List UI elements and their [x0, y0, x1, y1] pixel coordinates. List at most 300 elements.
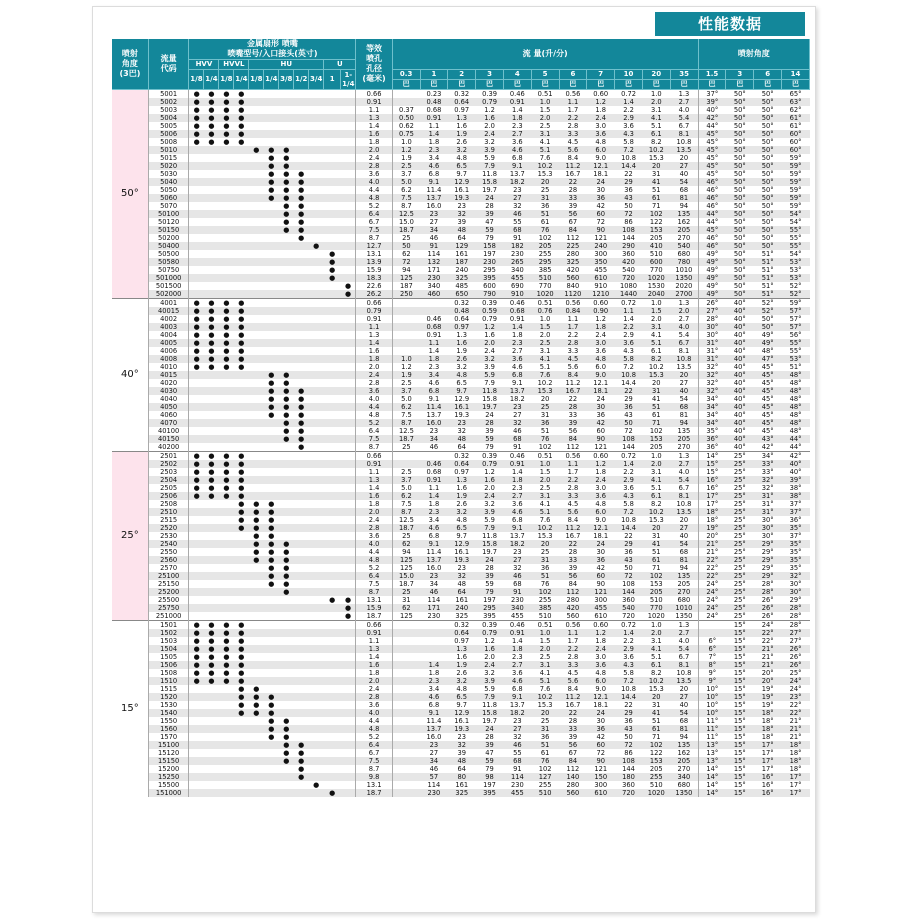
flow-value: 270 [677, 765, 691, 773]
flow-value: 6.2 [392, 403, 420, 411]
flow-value: 360 [622, 596, 635, 604]
flow-value: 46 [503, 210, 531, 218]
availability-empty [249, 387, 264, 395]
flow-value: 62 [392, 604, 420, 612]
availability-empty [219, 596, 234, 604]
nozzle-size-0: 1/8 [189, 70, 204, 90]
availability-dot: ● [283, 717, 290, 725]
availability-empty [249, 218, 264, 226]
availability-empty [249, 355, 264, 363]
availability-empty [309, 661, 324, 669]
flow-value: 5.8 [623, 138, 634, 146]
orifice-diameter: 26.2 [356, 290, 392, 299]
flow-value: 197 [483, 250, 496, 258]
availability-empty [234, 146, 249, 154]
availability-empty [309, 347, 324, 355]
orifice-diameter: 4.0 [356, 178, 392, 186]
availability-dot: ● [219, 492, 234, 500]
flow-value: 46 [503, 741, 531, 749]
flow-value: 9.1 [512, 379, 523, 387]
spray-pressure-1: 3 [726, 70, 754, 80]
flow-value: 81 [670, 194, 698, 202]
availability-empty [219, 781, 234, 789]
availability-empty [234, 371, 249, 379]
flow-value: 32 [513, 202, 522, 210]
flow-value: 270 [677, 234, 691, 242]
flow-value: 20 [531, 540, 559, 548]
availability-empty [204, 580, 219, 588]
availability-empty [204, 210, 219, 218]
flow-value: 3.6 [587, 661, 615, 669]
availability-dot: ● [249, 540, 264, 548]
flow-value: 1.4 [512, 106, 523, 114]
availability-dot: ● [298, 765, 305, 773]
flow-value: 2.7 [670, 460, 698, 468]
spray-angle-value: 50° [761, 106, 774, 114]
availability-empty [324, 371, 341, 379]
availability-empty [341, 653, 356, 661]
flow-value: 230 [420, 274, 448, 282]
flow-value [392, 781, 420, 789]
flow-value: 90 [587, 757, 615, 765]
spray-angle-value: 56° [789, 331, 802, 339]
availability-dot: ● [298, 411, 305, 419]
availability-empty [204, 443, 219, 452]
availability-empty [341, 347, 356, 355]
flow-value: 18.7 [392, 226, 420, 234]
availability-dot: ● [204, 339, 219, 347]
table-row [112, 162, 810, 170]
spray-angle-value: 50° [754, 226, 782, 234]
spray-angle-value: 15° [733, 717, 746, 725]
availability-empty [341, 363, 356, 371]
availability-empty [341, 234, 356, 242]
flow-code: 5002 [148, 98, 189, 106]
spray-angle-value: 40° [789, 468, 802, 476]
flow-value: 0.32 [448, 299, 476, 308]
orifice-diameter: 7.5 [356, 580, 392, 588]
availability-empty [324, 387, 341, 395]
flow-value: 2.0 [642, 460, 670, 468]
availability-empty [264, 274, 279, 282]
flow-value: 31 [652, 701, 661, 709]
flow-code: 4003 [148, 323, 189, 331]
flow-value: 2.6 [448, 355, 476, 363]
availability-empty [324, 701, 341, 709]
availability-empty [219, 685, 234, 693]
availability-empty [309, 138, 324, 146]
flow-value: 30 [596, 548, 605, 556]
flow-value: 51 [642, 403, 670, 411]
flow-value: 76 [531, 226, 559, 234]
availability-empty [279, 701, 294, 709]
flow-value: 32 [503, 419, 531, 427]
flow-value: 71 [652, 202, 661, 210]
availability-empty [204, 379, 219, 387]
availability-dot: ● [268, 500, 275, 508]
flow-value: 39 [476, 210, 504, 218]
code-header-line-2: 代码 [160, 64, 177, 73]
flow-value: 1.7 [567, 468, 579, 476]
flow-value: 1350 [670, 274, 698, 282]
spray-angle-value: 60° [789, 138, 802, 146]
availability-dot: ● [208, 106, 215, 114]
availability-empty [324, 621, 341, 630]
flow-value: 7.2 [615, 677, 643, 685]
availability-dot: ● [264, 403, 279, 411]
flow-code: 1505 [148, 653, 189, 661]
flow-value: 6.7 [670, 339, 698, 347]
orifice-diameter: 5.2 [356, 202, 392, 210]
flow-code: 50580 [148, 258, 189, 266]
code-header [148, 39, 189, 90]
flow-value: 43 [624, 411, 633, 419]
flow-value: 3.1 [650, 468, 662, 476]
flow-value: 55 [513, 218, 522, 226]
availability-empty [204, 258, 219, 266]
flow-value: 1.8 [420, 355, 448, 363]
availability-empty [219, 274, 234, 282]
spray-angle-value [698, 629, 726, 637]
flow-value: 20 [642, 693, 670, 701]
spray-angle-value: 50° [754, 146, 782, 154]
spray-angle-value: 34° [698, 419, 726, 427]
flow-code: 25500 [148, 596, 189, 604]
availability-empty [189, 403, 204, 411]
availability-empty [309, 612, 324, 621]
flow-value: 1.2 [484, 468, 495, 476]
spray-angle-value: 59° [789, 186, 802, 194]
flow-value: 125 [392, 274, 420, 282]
flow-value: 135 [670, 210, 698, 218]
availability-empty [309, 685, 324, 693]
spray-angle-value: 29° [789, 596, 802, 604]
flow-value: 3.6 [512, 669, 523, 677]
table-row [112, 645, 810, 653]
orifice-diameter: 0.91 [356, 460, 392, 468]
spray-angle-value: 25° [726, 524, 754, 532]
flow-value: 1.0 [531, 98, 559, 106]
flow-value: 18.2 [503, 709, 531, 717]
flow-value: 6.0 [587, 508, 615, 516]
flow-code: 50500 [148, 250, 189, 258]
flow-value: 205 [670, 435, 698, 443]
availability-empty [324, 717, 341, 725]
flow-value: 295 [476, 604, 504, 612]
flow-code: 1502 [148, 629, 189, 637]
flow-value: 1.1 [559, 98, 587, 106]
spray-angle-value: 50° [761, 138, 774, 146]
flow-value: 1.0 [531, 629, 559, 637]
flow-value: 280 [566, 596, 580, 604]
spray-angle-value: 16° [754, 773, 782, 781]
spray-angle-value: 42° [761, 443, 774, 451]
spray-angle-value: 17° [782, 773, 810, 781]
availability-empty [204, 170, 219, 178]
availability-empty [219, 789, 234, 797]
flow-value [392, 299, 420, 308]
flow-value: 2.0 [531, 114, 559, 122]
spray-angle-value: 17° [761, 749, 774, 757]
availability-empty [294, 162, 309, 170]
flow-value: 0.60 [587, 452, 615, 461]
availability-empty [204, 162, 219, 170]
table-row [112, 669, 810, 677]
availability-empty [249, 749, 264, 757]
availability-empty [204, 596, 219, 604]
flow-value: 3.2 [448, 508, 476, 516]
availability-empty [234, 588, 249, 596]
flow-code: 4060 [148, 411, 189, 419]
spray-angle-value: 25° [726, 588, 754, 596]
flow-value: 68 [670, 403, 698, 411]
spray-angle-value: 11° [698, 725, 726, 733]
availability-empty [249, 234, 264, 242]
availability-empty [219, 371, 234, 379]
flow-value: 72 [615, 210, 643, 218]
flow-value: 240 [448, 604, 476, 612]
flow-value: 41 [652, 395, 661, 403]
availability-empty [294, 604, 309, 612]
flow-value: 1.7 [559, 323, 587, 331]
availability-dot: ● [279, 162, 294, 170]
availability-dot: ● [313, 781, 320, 789]
availability-empty [309, 516, 324, 524]
availability-empty [264, 218, 279, 226]
availability-empty [249, 452, 264, 461]
table-row [112, 701, 810, 709]
flow-value: 4.8 [448, 371, 476, 379]
flow-code: 1504 [148, 645, 189, 653]
availability-dot: ● [189, 98, 204, 106]
flow-value: 13.7 [426, 411, 442, 419]
spray-angle-value: 45° [754, 371, 782, 379]
availability-empty [249, 178, 264, 186]
flow-value: 2.2 [623, 468, 634, 476]
table-row [112, 250, 810, 258]
availability-empty [189, 717, 204, 725]
availability-dot: ● [249, 556, 264, 564]
flow-value: 2.3 [512, 122, 523, 130]
availability-empty [279, 90, 294, 99]
availability-empty [341, 130, 356, 138]
flow-value: 1010 [670, 604, 698, 612]
availability-empty [324, 653, 341, 661]
spray-angle-value: 25° [733, 484, 746, 492]
flow-value: 205 [670, 226, 698, 234]
orifice-diameter: 0.66 [356, 299, 392, 308]
flow-value: 3.0 [595, 122, 607, 130]
availability-empty [294, 122, 309, 130]
flow-value [392, 460, 420, 468]
flow-code: 40150 [148, 435, 189, 443]
availability-empty [309, 178, 324, 186]
availability-empty [279, 516, 294, 524]
flow-value: 300 [594, 781, 608, 789]
flow-value: 0.51 [531, 299, 559, 308]
spray-angle-value: 37° [698, 90, 726, 99]
flow-value: 51 [540, 427, 550, 435]
availability-dot: ● [208, 347, 215, 355]
flow-value: 91 [513, 443, 522, 451]
availability-empty [189, 162, 204, 170]
flow-value: 121 [594, 443, 608, 451]
availability-empty [249, 90, 264, 99]
availability-dot: ● [268, 564, 275, 572]
orifice-diameter: 2.4 [356, 371, 392, 379]
availability-empty [249, 725, 264, 733]
table-row [112, 693, 810, 701]
availability-empty [279, 468, 294, 476]
flow-value: 610 [587, 789, 615, 797]
spray-angle-value: 29° [754, 572, 782, 580]
flow-value: 1.1 [559, 629, 587, 637]
flow-code: 5001 [148, 90, 189, 99]
table-row [112, 564, 810, 572]
availability-dot: ● [223, 106, 230, 114]
flow-value [420, 621, 448, 630]
availability-empty [264, 749, 279, 757]
spray-angle-value: 29° [761, 564, 774, 572]
flow-value: 24 [587, 540, 615, 548]
availability-empty [249, 170, 264, 178]
availability-empty [279, 299, 294, 308]
availability-empty [264, 452, 279, 461]
spray-angle-value: 21° [698, 548, 726, 556]
availability-empty [204, 218, 219, 226]
flow-value: 18.2 [503, 178, 531, 186]
availability-empty [249, 476, 264, 484]
orifice-diameter: 2.0 [356, 677, 392, 685]
availability-empty [341, 411, 356, 419]
availability-dot: ● [294, 210, 309, 218]
flow-value: 15.3 [648, 154, 664, 162]
availability-dot: ● [264, 572, 279, 580]
spray-angle-value: 26° [698, 299, 726, 308]
flow-value: 1350 [670, 789, 698, 797]
flow-value: 0.76 [531, 307, 559, 315]
orifice-diameter: 1.8 [356, 355, 392, 363]
flow-value: 13.7 [503, 387, 531, 395]
availability-empty [234, 162, 249, 170]
availability-empty [264, 290, 279, 299]
flow-value: 385 [538, 266, 552, 274]
flow-value: 12.9 [448, 709, 476, 717]
flow-value: 0.91 [509, 315, 525, 323]
flow-value: 72 [596, 218, 605, 226]
spray-angle-value: 37° [782, 508, 810, 516]
flow-value: 420 [566, 266, 580, 274]
availability-empty [249, 773, 264, 781]
spray-angle-value: 50° [726, 290, 754, 299]
availability-empty [204, 395, 219, 403]
availability-empty [219, 258, 234, 266]
flow-value: 33 [559, 194, 587, 202]
flow-value: 3.4 [428, 154, 440, 162]
availability-empty [219, 749, 234, 757]
flow-value: 18.1 [587, 387, 615, 395]
flow-value: 4.6 [512, 363, 523, 371]
spray-angle-value: 17° [698, 500, 726, 508]
spray-angle-value: 18° [761, 717, 774, 725]
flow-value: 1.6 [476, 476, 504, 484]
availability-empty [219, 741, 234, 749]
flow-value: 23 [503, 403, 531, 411]
flow-value: 0.91 [503, 629, 531, 637]
availability-dot: ● [219, 355, 234, 363]
availability-dot: ● [189, 339, 204, 347]
spray-angle-value: 38° [789, 484, 802, 492]
availability-dot: ● [223, 653, 230, 661]
availability-empty [309, 355, 324, 363]
flow-value: 61 [642, 725, 670, 733]
flow-value: 5.0 [392, 178, 420, 186]
spray-angle-value: 40° [726, 307, 754, 315]
availability-empty [324, 556, 341, 564]
availability-empty [234, 210, 249, 218]
availability-empty [324, 588, 341, 596]
flow-value: 3.6 [503, 355, 531, 363]
availability-dot: ● [193, 106, 200, 114]
availability-empty [189, 186, 204, 194]
spray-angle-value: 15° [726, 693, 754, 701]
flow-value: 79 [485, 234, 494, 242]
spray-angle-value: 50° [726, 178, 754, 186]
availability-empty [204, 781, 219, 789]
availability-dot: ● [253, 516, 260, 524]
availability-dot: ● [249, 146, 264, 154]
flow-value: 27 [503, 556, 531, 564]
availability-empty [279, 612, 294, 621]
flow-value: 51 [531, 572, 559, 580]
nozzle-size-2: 1/8 [219, 70, 234, 90]
orifice-diameter: 1.4 [356, 653, 392, 661]
availability-empty [341, 146, 356, 154]
orifice-diameter: 1.6 [356, 492, 392, 500]
spray-angle-value: 50° [761, 170, 774, 178]
availability-empty [264, 299, 279, 308]
flow-value: 2.2 [567, 331, 579, 339]
flow-code: 5008 [148, 138, 189, 146]
flow-value: 5.9 [476, 371, 504, 379]
flow-value: 0.60 [587, 90, 615, 99]
flow-value: 360 [622, 250, 635, 258]
availability-empty [249, 604, 264, 612]
table-row [112, 476, 810, 484]
availability-dot: ● [204, 492, 219, 500]
flow-value: 510 [531, 274, 559, 282]
flow-value: 0.64 [454, 315, 470, 323]
availability-empty [294, 556, 309, 564]
availability-empty [264, 339, 279, 347]
availability-dot: ● [264, 162, 279, 170]
spray-angle-value [698, 621, 726, 630]
flow-value: 230 [510, 596, 524, 604]
availability-dot: ● [268, 154, 275, 162]
flow-code: 4004 [148, 331, 189, 339]
availability-empty [264, 122, 279, 130]
flow-value: 6.0 [587, 677, 615, 685]
flow-value: 360 [622, 781, 635, 789]
availability-empty [204, 588, 219, 596]
availability-empty [264, 637, 279, 645]
table-row [112, 363, 810, 371]
availability-empty [189, 266, 204, 274]
availability-empty [249, 765, 264, 773]
availability-dot: ● [283, 395, 290, 403]
availability-empty [341, 395, 356, 403]
availability-empty [189, 202, 204, 210]
